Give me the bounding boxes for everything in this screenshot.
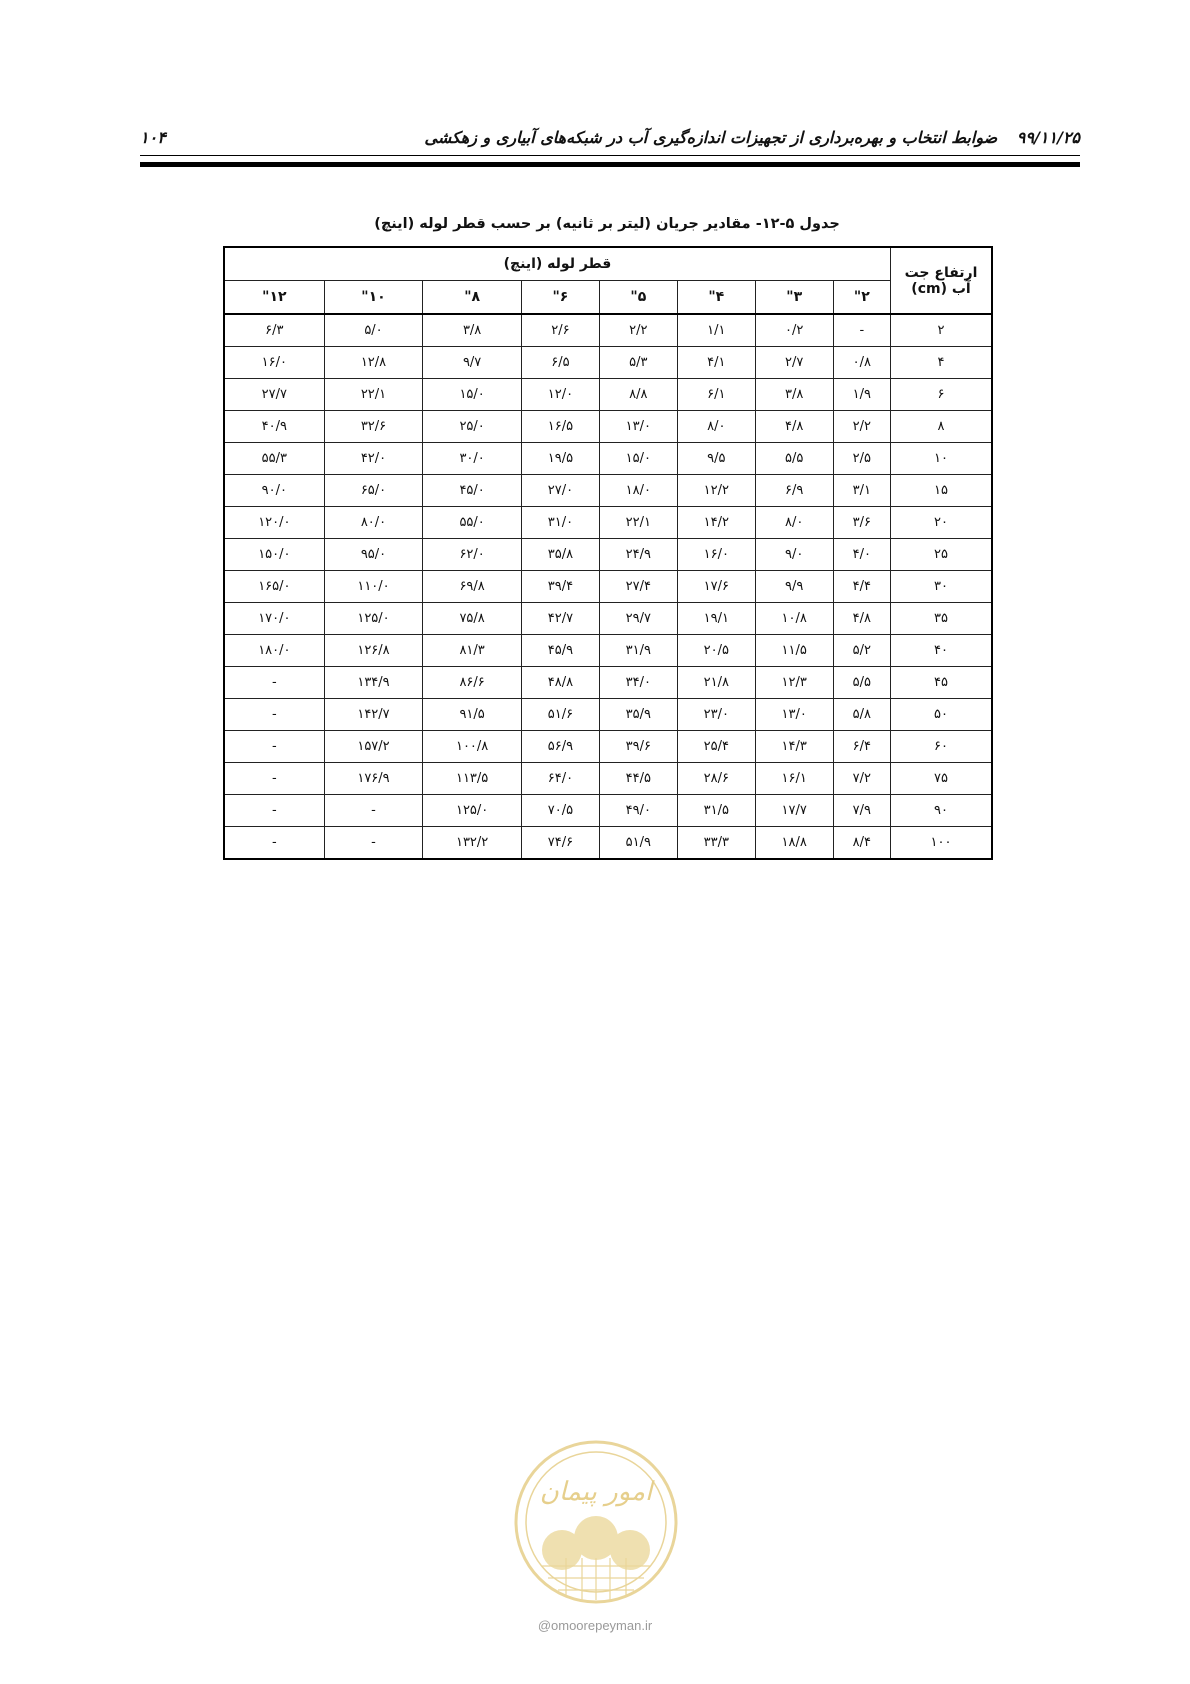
table-row xyxy=(224,795,992,827)
column-header: ۶" xyxy=(521,281,599,315)
flow-value-cell: ۵/۵ xyxy=(833,667,890,699)
flow-value-cell: ۱۲/۳ xyxy=(755,667,833,699)
table-row xyxy=(224,699,992,731)
flow-value-cell: ۲۷/۷ xyxy=(224,379,324,411)
row-height-cell: ۲۵ xyxy=(891,539,993,571)
flow-value-cell: ۵۱/۹ xyxy=(599,827,677,860)
flow-value-cell: ۱/۱ xyxy=(677,314,755,347)
row-height-cell: ۴۵ xyxy=(891,667,993,699)
flow-value-cell: - xyxy=(324,827,423,860)
flow-value-cell: ۱۲۵/۰ xyxy=(324,603,423,635)
table-row xyxy=(224,507,992,539)
table-row xyxy=(224,411,992,443)
flow-value-cell: ۱/۹ xyxy=(833,379,890,411)
flow-value-cell: ۴/۰ xyxy=(833,539,890,571)
flow-value-cell: ۲/۲ xyxy=(833,411,890,443)
flow-value-cell: ۹/۹ xyxy=(755,571,833,603)
flow-value-cell: ۱۲۶/۸ xyxy=(324,635,423,667)
row-height-cell: ۹۰ xyxy=(891,795,993,827)
flow-value-cell: ۲۴/۹ xyxy=(599,539,677,571)
flow-value-cell: ۲/۶ xyxy=(521,314,599,347)
header-title-text: ضوابط انتخاب و بهره‌برداری از تجهیزات اندازه‌گیری آب در شبکه‌های آبیاری و زهکشی xyxy=(424,128,998,147)
flow-value-cell: ۱۲۵/۰ xyxy=(423,795,522,827)
flow-value-cell: ۱۰۰/۸ xyxy=(423,731,522,763)
flow-value-cell: ۵/۳ xyxy=(599,347,677,379)
table-row xyxy=(224,763,992,795)
column-header: ۱۰" xyxy=(324,281,423,315)
flow-value-cell: ۲۵/۴ xyxy=(677,731,755,763)
flow-value-cell: ۱۷۶/۹ xyxy=(324,763,423,795)
row-header-line1: ارتفاع جت xyxy=(904,264,978,281)
flow-value-cell: ۶۲/۰ xyxy=(423,539,522,571)
flow-value-cell: ۴/۱ xyxy=(677,347,755,379)
flow-value-cell: ۱۱۳/۵ xyxy=(423,763,522,795)
flow-value-cell: ۱۷/۷ xyxy=(755,795,833,827)
flow-value-cell: ۷/۹ xyxy=(833,795,890,827)
flow-value-cell: ۳۹/۶ xyxy=(599,731,677,763)
flow-value-cell: ۱۶/۰ xyxy=(224,347,324,379)
row-header-cell xyxy=(891,247,993,314)
flow-value-cell: ۳/۸ xyxy=(755,379,833,411)
flow-value-cell: ۸۰/۰ xyxy=(324,507,423,539)
flow-value-cell: ۶/۳ xyxy=(224,314,324,347)
table-row xyxy=(224,571,992,603)
flow-value-cell: ۳/۱ xyxy=(833,475,890,507)
flow-value-cell: ۳۳/۳ xyxy=(677,827,755,860)
flow-value-cell: ۳۹/۴ xyxy=(521,571,599,603)
flow-value-cell: ۱۵/۰ xyxy=(423,379,522,411)
flow-value-cell: ۱۳/۰ xyxy=(755,699,833,731)
column-header-row xyxy=(224,281,992,315)
table-row xyxy=(224,379,992,411)
flow-value-cell: ۹۱/۵ xyxy=(423,699,522,731)
flow-value-cell: ۱۶۵/۰ xyxy=(224,571,324,603)
row-height-cell: ۳۵ xyxy=(891,603,993,635)
flow-value-cell: ۵/۸ xyxy=(833,699,890,731)
flow-value-cell: ۲/۵ xyxy=(833,443,890,475)
flow-value-cell: - xyxy=(224,795,324,827)
flow-value-cell: ۴۲/۷ xyxy=(521,603,599,635)
flow-value-cell: ۵۵/۳ xyxy=(224,443,324,475)
table-row xyxy=(224,603,992,635)
column-header: ۲" xyxy=(833,281,890,315)
flow-value-cell: ۴۵/۹ xyxy=(521,635,599,667)
flow-value-cell: ۲۱/۸ xyxy=(677,667,755,699)
flow-value-cell: - xyxy=(224,731,324,763)
flow-value-cell: ۸/۰ xyxy=(755,507,833,539)
flow-value-cell: ۷۰/۵ xyxy=(521,795,599,827)
watermark-site: @omoorepeyman.ir xyxy=(537,1618,653,1633)
flow-value-cell: ۷/۲ xyxy=(833,763,890,795)
flow-value-cell: ۹۰/۰ xyxy=(224,475,324,507)
flow-value-cell: - xyxy=(324,795,423,827)
flow-value-cell: ۴۲/۰ xyxy=(324,443,423,475)
row-height-cell: ۲ xyxy=(891,314,993,347)
header-rule-thin xyxy=(140,155,1080,156)
flow-value-cell: ۹/۵ xyxy=(677,443,755,475)
row-height-cell: ۱۰ xyxy=(891,443,993,475)
flow-value-cell: ۶۹/۸ xyxy=(423,571,522,603)
column-header: ۱۲" xyxy=(224,281,324,315)
table-row xyxy=(224,314,992,347)
flow-value-cell: ۷۴/۶ xyxy=(521,827,599,860)
row-height-cell: ۳۰ xyxy=(891,571,993,603)
flow-value-cell: ۱۱/۵ xyxy=(755,635,833,667)
flow-value-cell: ۱۲/۸ xyxy=(324,347,423,379)
page-number: ۱۰۴ xyxy=(140,128,166,147)
flow-value-cell: ۳۱/۰ xyxy=(521,507,599,539)
flow-value-cell: ۲۷/۴ xyxy=(599,571,677,603)
flow-value-cell: ۳۵/۸ xyxy=(521,539,599,571)
flow-value-cell: ۸/۸ xyxy=(599,379,677,411)
flow-value-cell: ۲/۷ xyxy=(755,347,833,379)
flow-value-cell: ۱۵/۰ xyxy=(599,443,677,475)
flow-value-cell: ۵/۲ xyxy=(833,635,890,667)
flow-value-cell: ۲۸/۶ xyxy=(677,763,755,795)
flow-value-cell: ۱۴۲/۷ xyxy=(324,699,423,731)
flow-value-cell: ۳۴/۰ xyxy=(599,667,677,699)
flow-value-cell: ۳۱/۹ xyxy=(599,635,677,667)
flow-value-cell: ۲۵/۰ xyxy=(423,411,522,443)
flow-value-cell: ۹/۷ xyxy=(423,347,522,379)
flow-value-cell: ۱۶/۱ xyxy=(755,763,833,795)
flow-value-cell: ۱۳/۰ xyxy=(599,411,677,443)
row-height-cell: ۲۰ xyxy=(891,507,993,539)
column-header: ۳" xyxy=(755,281,833,315)
flow-value-cell: ۴۹/۰ xyxy=(599,795,677,827)
row-height-cell: ۷۵ xyxy=(891,763,993,795)
table-row xyxy=(224,731,992,763)
flow-value-cell: ۲۹/۷ xyxy=(599,603,677,635)
row-height-cell: ۶۰ xyxy=(891,731,993,763)
table-row xyxy=(224,635,992,667)
flow-value-cell: ۱۲/۲ xyxy=(677,475,755,507)
flow-value-cell: ۰/۲ xyxy=(755,314,833,347)
group-header: قطر لوله (اینچ) xyxy=(224,247,891,281)
flow-value-cell: ۳۰/۰ xyxy=(423,443,522,475)
flow-value-cell: ۱۵۰/۰ xyxy=(224,539,324,571)
flow-value-cell: ۵۱/۶ xyxy=(521,699,599,731)
flow-value-cell: ۱۷/۶ xyxy=(677,571,755,603)
flow-value-cell: ۸۶/۶ xyxy=(423,667,522,699)
flow-value-cell: ۶۵/۰ xyxy=(324,475,423,507)
flow-value-cell: ۳۱/۵ xyxy=(677,795,755,827)
column-header: ۴" xyxy=(677,281,755,315)
row-height-cell: ۵۰ xyxy=(891,699,993,731)
flow-value-cell: ۳۵/۹ xyxy=(599,699,677,731)
table-row xyxy=(224,539,992,571)
header-rule-thick xyxy=(140,162,1080,167)
row-height-cell: ۱۰۰ xyxy=(891,827,993,860)
flow-value-cell: ۱۲۰/۰ xyxy=(224,507,324,539)
flow-value-cell: ۴۰/۹ xyxy=(224,411,324,443)
flow-value-cell: ۱۸/۰ xyxy=(599,475,677,507)
flow-value-cell: ۱۱۰/۰ xyxy=(324,571,423,603)
flow-value-cell: ۲۲/۱ xyxy=(599,507,677,539)
flow-value-cell: ۱۲/۰ xyxy=(521,379,599,411)
table-caption: جدول ۵-۱۲- مقادیر جریان (لیتر بر ثانیه) بر حسب قطر لوله (اینچ) xyxy=(374,216,840,232)
table-row xyxy=(224,667,992,699)
flow-value-cell: ۱۶/۰ xyxy=(677,539,755,571)
row-height-cell: ۶ xyxy=(891,379,993,411)
flow-value-cell: ۶/۱ xyxy=(677,379,755,411)
flow-value-cell: ۱۹/۱ xyxy=(677,603,755,635)
flow-value-cell: ۹/۰ xyxy=(755,539,833,571)
flow-value-cell: ۵۶/۹ xyxy=(521,731,599,763)
flow-value-cell: ۶۴/۰ xyxy=(521,763,599,795)
flow-value-cell: ۱۹/۵ xyxy=(521,443,599,475)
column-header: ۵" xyxy=(599,281,677,315)
flow-value-cell: ۷۵/۸ xyxy=(423,603,522,635)
column-header: ۸" xyxy=(423,281,522,315)
table-body xyxy=(224,314,992,859)
flow-value-cell: ۱۰/۸ xyxy=(755,603,833,635)
flow-value-cell: ۱۶/۵ xyxy=(521,411,599,443)
flow-value-cell: ۳۲/۶ xyxy=(324,411,423,443)
flow-value-cell: ۸/۰ xyxy=(677,411,755,443)
flow-value-cell: ۸/۴ xyxy=(833,827,890,860)
flow-value-cell: ۴/۸ xyxy=(833,603,890,635)
flow-value-cell: - xyxy=(224,763,324,795)
flow-value-cell: - xyxy=(224,699,324,731)
flow-value-cell: ۱۴/۲ xyxy=(677,507,755,539)
flow-value-cell: ۴/۸ xyxy=(755,411,833,443)
row-height-cell: ۴۰ xyxy=(891,635,993,667)
flow-value-cell: - xyxy=(224,667,324,699)
flow-value-cell: ۲۰/۵ xyxy=(677,635,755,667)
flow-value-cell: ۴۸/۸ xyxy=(521,667,599,699)
flow-value-cell: ۵۵/۰ xyxy=(423,507,522,539)
flow-value-cell: ۴/۴ xyxy=(833,571,890,603)
running-header xyxy=(140,128,1080,154)
flow-value-cell: ۱۸/۸ xyxy=(755,827,833,860)
flow-value-cell: ۳/۸ xyxy=(423,314,522,347)
flow-value-cell: ۲۷/۰ xyxy=(521,475,599,507)
flow-value-cell: ۴۴/۵ xyxy=(599,763,677,795)
flow-value-cell: ۱۳۴/۹ xyxy=(324,667,423,699)
table-row xyxy=(224,475,992,507)
header-title xyxy=(424,128,1080,147)
flow-table xyxy=(223,246,993,860)
flow-value-cell: ۸۱/۳ xyxy=(423,635,522,667)
table-row xyxy=(224,827,992,860)
flow-value-cell: ۹۵/۰ xyxy=(324,539,423,571)
table-row xyxy=(224,347,992,379)
flow-value-cell: ۶/۴ xyxy=(833,731,890,763)
omoorepeyman-logo xyxy=(512,1438,680,1608)
flow-value-cell: ۵/۰ xyxy=(324,314,423,347)
flow-value-cell: ۳/۶ xyxy=(833,507,890,539)
row-height-cell: ۱۵ xyxy=(891,475,993,507)
flow-value-cell: ۲۳/۰ xyxy=(677,699,755,731)
flow-value-cell: ۱۳۲/۲ xyxy=(423,827,522,860)
flow-value-cell: - xyxy=(224,827,324,860)
flow-value-cell: ۱۷۰/۰ xyxy=(224,603,324,635)
row-height-cell: ۸ xyxy=(891,411,993,443)
flow-value-cell: ۲۲/۱ xyxy=(324,379,423,411)
flow-value-cell: - xyxy=(833,314,890,347)
row-header-line2: آب (cm) xyxy=(911,280,971,297)
flow-value-cell: ۱۴/۳ xyxy=(755,731,833,763)
flow-value-cell: ۴۵/۰ xyxy=(423,475,522,507)
row-height-cell: ۴ xyxy=(891,347,993,379)
flow-value-cell: ۰/۸ xyxy=(833,347,890,379)
header-date: ۹۹/۱۱/۲۵ xyxy=(1016,128,1080,147)
flow-value-cell: ۶/۵ xyxy=(521,347,599,379)
flow-value-cell: ۱۸۰/۰ xyxy=(224,635,324,667)
flow-value-cell: ۲/۲ xyxy=(599,314,677,347)
flow-value-cell: ۶/۹ xyxy=(755,475,833,507)
flow-value-cell: ۱۵۷/۲ xyxy=(324,731,423,763)
logo-text: امور پیمان xyxy=(539,1477,653,1507)
flow-value-cell: ۵/۵ xyxy=(755,443,833,475)
table-row xyxy=(224,443,992,475)
